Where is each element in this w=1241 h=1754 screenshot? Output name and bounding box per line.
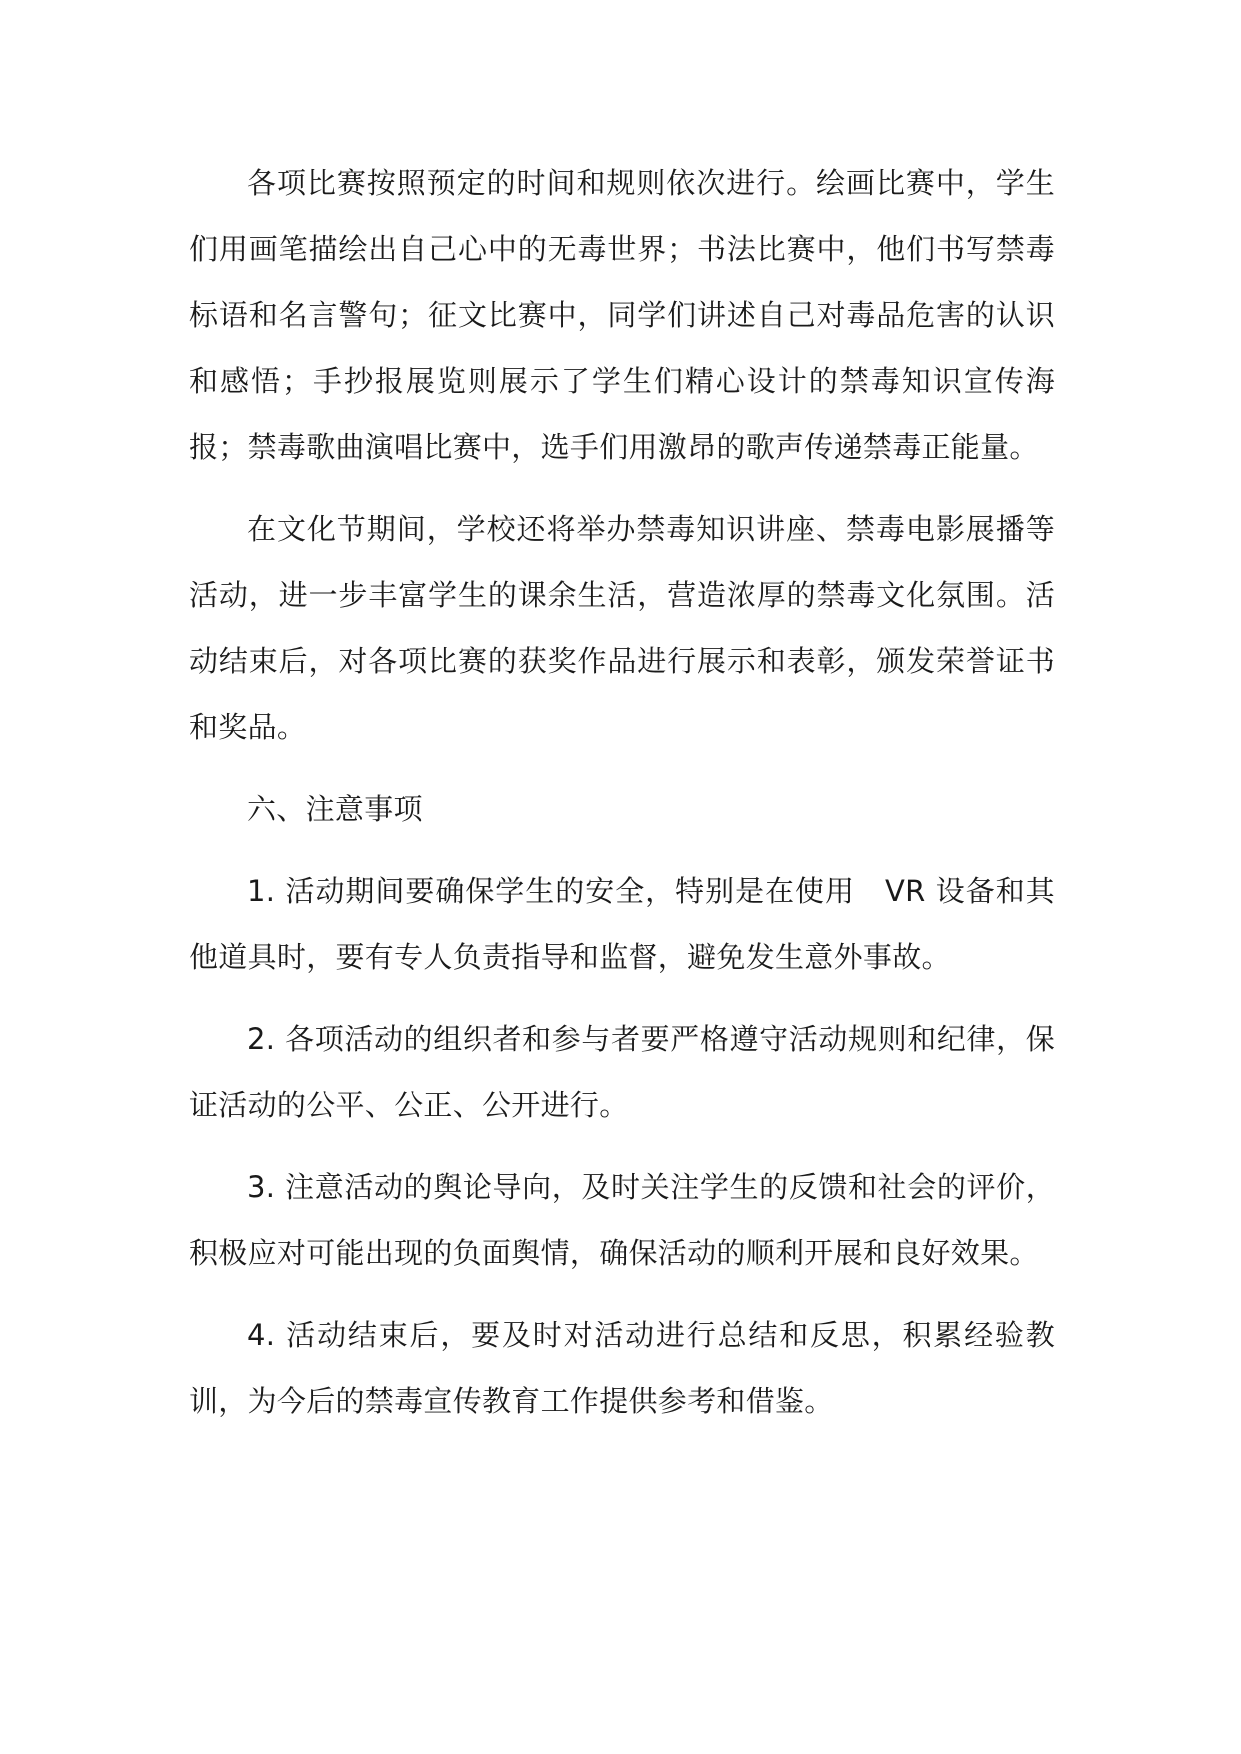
- note-item-1: 1. 活动期间要确保学生的安全，特别是在使用 VR 设备和其他道具时，要有专人负责指导和监督，避免发生意外事故。: [189, 874, 1055, 974]
- section-heading: 六、注意事项: [247, 792, 423, 826]
- note-item-2: 2. 各项活动的组织者和参与者要严格遵守活动规则和纪律，保证活动的公平、公正、公开进行。: [189, 1022, 1055, 1122]
- document-body: [189, 150, 1055, 1450]
- note-item-4: 4. 活动结束后，要及时对活动进行总结和反思，积累经验教训，为今后的禁毒宣传教育工作提供参考和借鉴。: [189, 1318, 1055, 1418]
- paragraph-competitions: 各项比赛按照预定的时间和规则依次进行。绘画比赛中，学生们用画笔描绘出自己心中的无毒世界；书法比赛中，他们书写禁毒标语和名言警句；征文比赛中，同学们讲述自己对毒品危害的认识和感悟；手抄报展览则展示了学生们精心设计的禁毒知识宣传海报；禁毒歌曲演唱比赛中，选手们用激昂的歌声传递禁毒正能量。: [189, 166, 1055, 464]
- note-item-3: 3. 注意活动的舆论导向，及时关注学生的反馈和社会的评价，积极应对可能出现的负面舆情，确保活动的顺利开展和良好效果。: [189, 1170, 1055, 1270]
- paragraph-festival-activities: 在文化节期间，学校还将举办禁毒知识讲座、禁毒电影展播等活动，进一步丰富学生的课余生活，营造浓厚的禁毒文化氛围。活动结束后，对各项比赛的获奖作品进行展示和表彰，颁发荣誉证书和奖品。: [189, 512, 1055, 744]
